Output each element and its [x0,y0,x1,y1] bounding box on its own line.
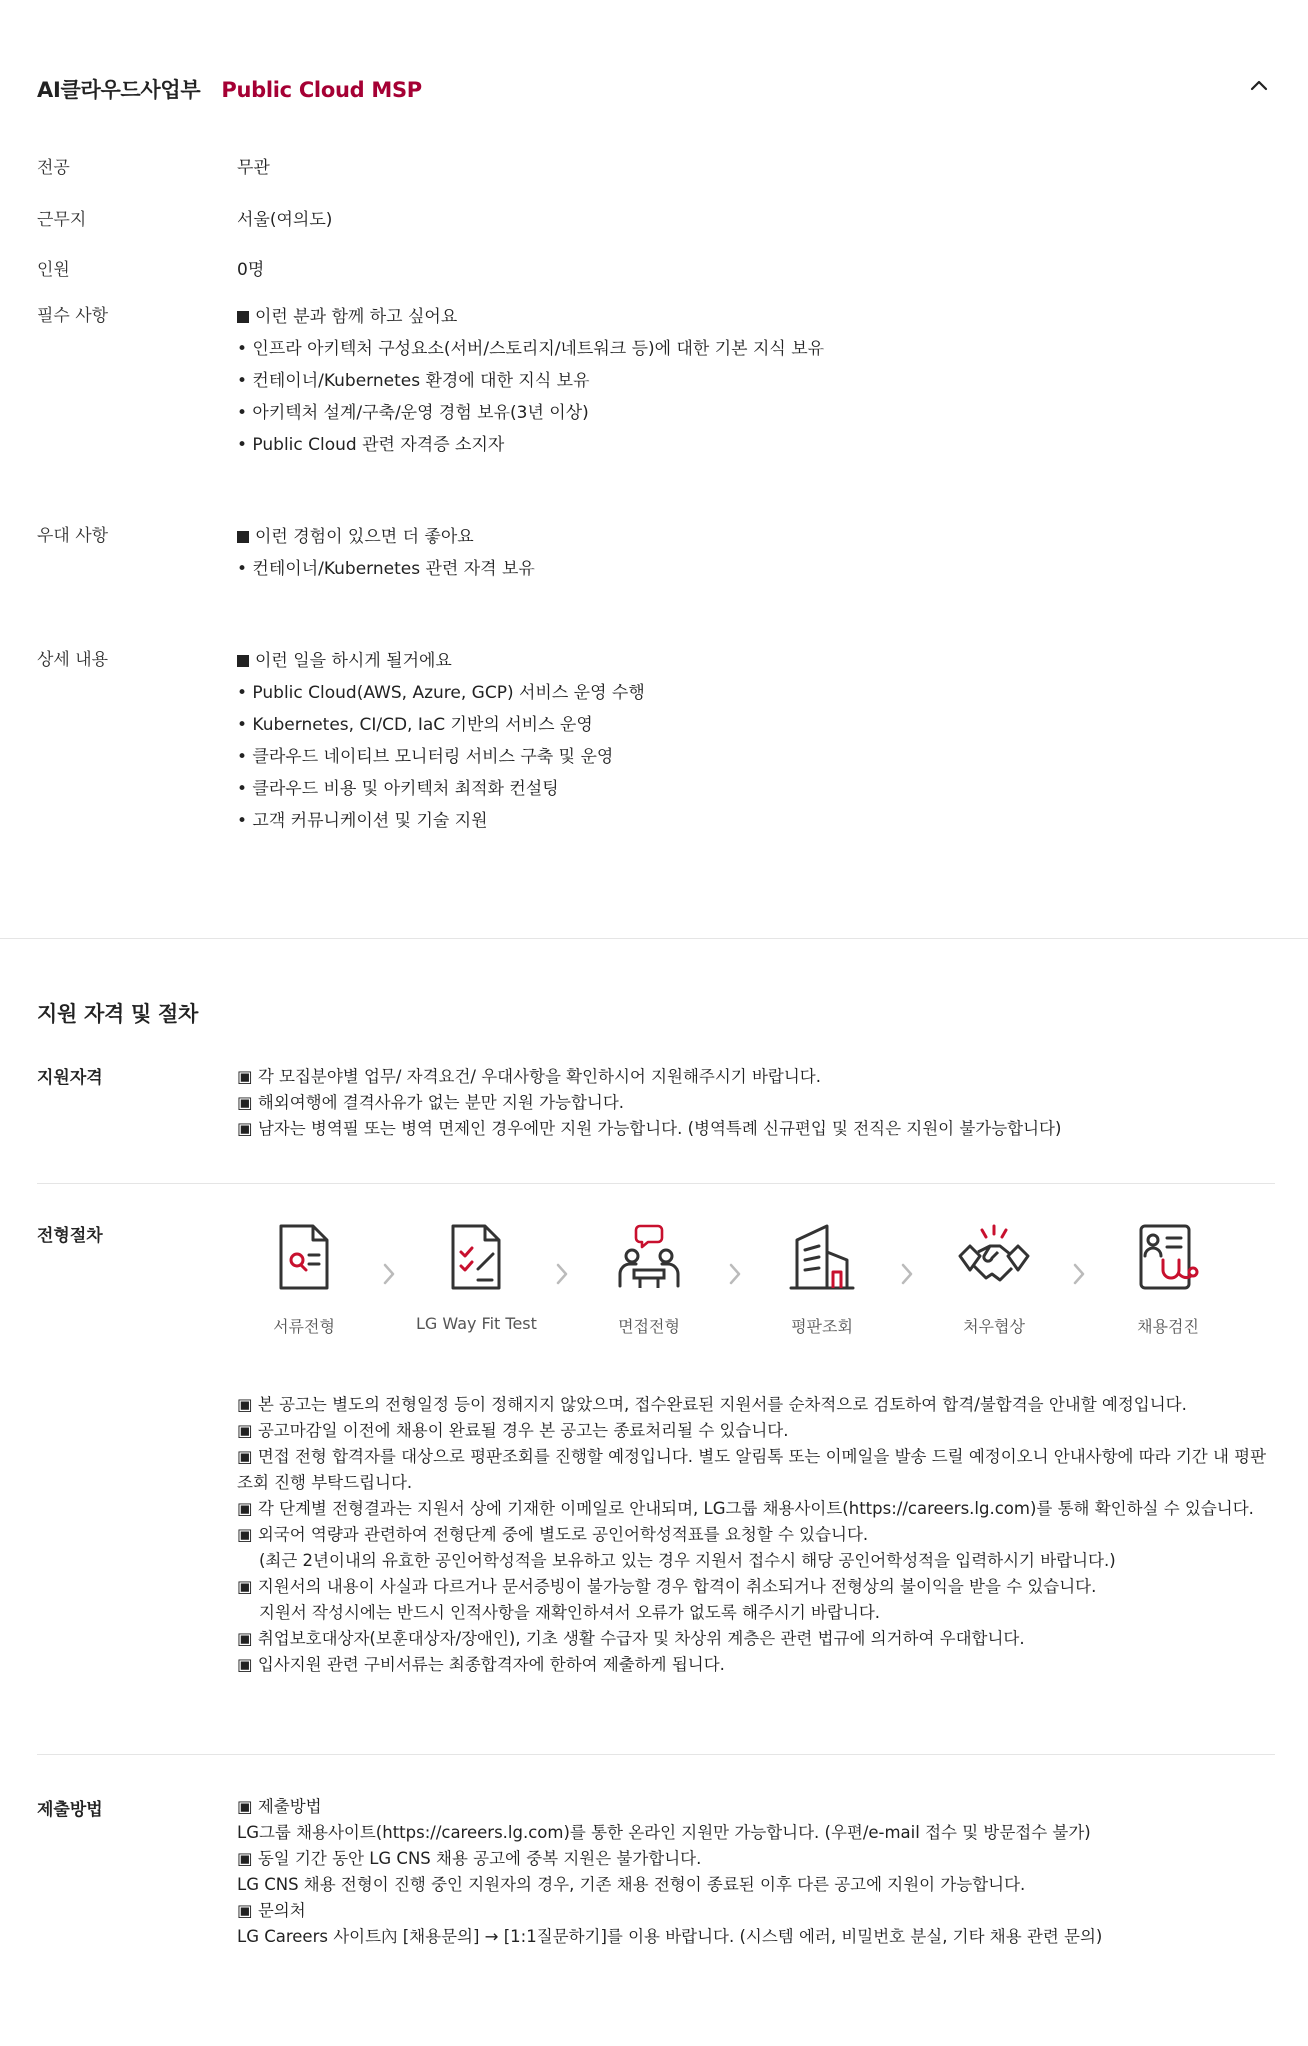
preferred-heading: 이런 경험이 있으면 더 좋아요 [237,521,535,553]
major-label: 전공 [37,158,70,178]
list-item: ▣ 각 모집분야별 업무/ 자격요건/ 우대사항을 확인하시어 지원해주시기 바랍니다. [237,1067,821,1086]
chevron-up-icon [1248,74,1270,96]
headcount-value: 0명 [237,260,265,280]
location-value: 서울(여의도) [237,210,333,230]
step-label: 채용검진 [1137,1317,1199,1336]
required-label: 필수 사항 [37,306,109,326]
process-step [416,1222,536,1333]
list-item: ▣ 취업보호대상자(보훈대상자/장애인), 기초 생활 수급자 및 차상위 계층은 관련 법규에 의거하여 우대합니다. [237,1629,1025,1648]
description-list [237,645,645,837]
list-item: LG Careers 사이트內 [채용문의] → [1:1질문하기]를 이용 바랍니다. (시스템 에러, 비밀번호 분실, 기타 채용 관련 문의) [237,1927,1103,1946]
headcount-label: 인원 [37,260,70,280]
list-item: ▣ 입사지원 관련 구비서류는 최종합격자에 한하여 제출하게 됩니다. [237,1655,725,1674]
step-label: LG Way Fit Test [416,1314,537,1333]
list-item: • 고객 커뮤니케이션 및 기술 지원 [237,811,488,831]
list-item: • 인프라 아키텍처 구성요소(서버/스토리지/네트워크 등)에 대한 기본 지식 보유 [237,339,825,359]
list-item: ▣ 동일 기간 동안 LG CNS 채용 공고에 중복 지원은 불가합니다. [237,1849,702,1868]
medical-check-icon [1135,1222,1201,1292]
square-bullet-icon [237,311,249,323]
process-step [762,1222,882,1337]
list-item: (최근 2년이내의 유효한 공인어학성적을 보유하고 있는 경우 지원서 접수시 해당 공인어학성적을 입력하시기 바랍니다.) [259,1551,1116,1570]
process-step [589,1222,709,1337]
list-item: ▣ 문의처 [237,1901,306,1920]
list-item: 지원서 작성시에는 반드시 인적사항을 재확인하셔서 오류가 없도록 해주시기 바랍니다. [259,1603,881,1622]
row-divider [37,1754,1275,1755]
list-item: ▣ 외국어 역량과 관련하여 전형단계 중에 별도로 공인어학성적표를 요청할 수 있습니다. [237,1525,869,1544]
required-list [237,301,824,461]
chevron-right-icon [1071,1262,1087,1286]
list-item: • 아키텍처 설계/구축/운영 경험 보유(3년 이상) [237,403,589,423]
submission-list [237,1794,1277,1950]
list-item: ▣ 해외여행에 결격사유가 없는 분만 지원 가능합니다. [237,1093,625,1112]
building-icon [789,1222,855,1292]
job-title [37,74,422,104]
row-divider [37,1183,1275,1184]
submission-label: 제출방법 [37,1800,103,1820]
location-label: 근무지 [37,210,87,230]
checklist-icon [445,1222,507,1292]
division-name: AI클라우드사업부 [37,78,201,102]
list-item: ▣ 남자는 병역필 또는 병역 면제인 경우에만 지원 가능합니다. (병역특례 신규편입 및 전직은 지원이 불가능합니다) [237,1119,1062,1138]
list-item: • Public Cloud(AWS, Azure, GCP) 서비스 운영 수행 [237,683,645,703]
description-heading: 이런 일을 하시게 될거에요 [237,645,645,677]
list-item: ▣ 각 단계별 전형결과는 지원서 상에 기재한 이메일로 안내되며, LG그룹 채용사이트(https://careers.lg.com)를 통해 확인하실 수 있습니다. [237,1499,1254,1518]
list-item: • 클라우드 비용 및 아키텍처 최적화 컨설팅 [237,779,559,799]
preferred-list [237,521,535,585]
list-item: • Public Cloud 관련 자격증 소지자 [237,435,505,455]
chevron-right-icon [727,1262,743,1286]
required-heading: 이런 분과 함께 하고 싶어요 [237,301,824,333]
square-bullet-icon [237,531,249,543]
eligibility-list [237,1064,1277,1142]
handshake-icon [956,1222,1032,1292]
square-bullet-icon [237,655,249,667]
step-label: 처우협상 [963,1317,1025,1336]
process-step [244,1222,364,1337]
interview-icon [616,1222,682,1292]
process-step [1108,1222,1228,1337]
step-label: 평판조회 [791,1317,853,1336]
position-name: Public Cloud MSP [221,78,422,102]
major-value: 무관 [237,158,270,178]
list-item: LG그룹 채용사이트(https://careers.lg.com)를 통한 온라인 지원만 가능합니다. (우편/e-mail 접수 및 방문접수 불가) [237,1823,1091,1842]
process-step [934,1222,1054,1337]
step-label: 서류전형 [273,1317,335,1336]
list-item: • Kubernetes, CI/CD, IaC 기반의 서비스 운영 [237,715,593,735]
preferred-label: 우대 사항 [37,526,109,546]
list-item: LG CNS 채용 전형이 진행 중인 지원자의 경우, 기존 채용 전형이 종료된 이후 다른 공고에 지원이 가능합니다. [237,1875,1026,1894]
eligibility-label: 지원자격 [37,1068,103,1088]
list-item: • 컨테이너/Kubernetes 환경에 대한 지식 보유 [237,371,590,391]
process-label: 전형절차 [37,1226,103,1246]
step-label: 면접전형 [618,1317,680,1336]
collapse-button[interactable] [1248,74,1270,96]
chevron-right-icon [899,1262,915,1286]
list-item: ▣ 지원서의 내용이 사실과 다르거나 문서증빙이 불가능할 경우 합격이 취소되거나 전형상의 불이익을 받을 수 있습니다. [237,1577,1097,1596]
list-item: • 컨테이너/Kubernetes 관련 자격 보유 [237,559,535,579]
list-item: ▣ 제출방법 [237,1797,322,1816]
list-item: ▣ 본 공고는 별도의 전형일정 등이 정해지지 않았으며, 접수완료된 지원서를 순차적으로 검토하여 합격/불합격을 안내할 예정입니다. [237,1395,1187,1414]
qualification-section-title: 지원 자격 및 절차 [37,1002,198,1026]
section-divider [0,938,1308,939]
list-item: • 클라우드 네이티브 모니터링 서비스 구축 및 운영 [237,747,614,767]
description-label: 상세 내용 [37,650,109,670]
list-item: ▣ 공고마감일 이전에 채용이 완료될 경우 본 공고는 종료처리될 수 있습니다. [237,1421,789,1440]
chevron-right-icon [554,1262,570,1286]
document-search-icon [273,1222,335,1292]
chevron-right-icon [381,1262,397,1286]
list-item: ▣ 면접 전형 합격자를 대상으로 평판조회를 진행할 예정입니다. 별도 알림톡 또는 이메일을 발송 드릴 예정이오니 안내사항에 따라 기간 내 평판조회 진행 부탁드립니다. [237,1447,1267,1492]
process-notes [237,1392,1277,1678]
